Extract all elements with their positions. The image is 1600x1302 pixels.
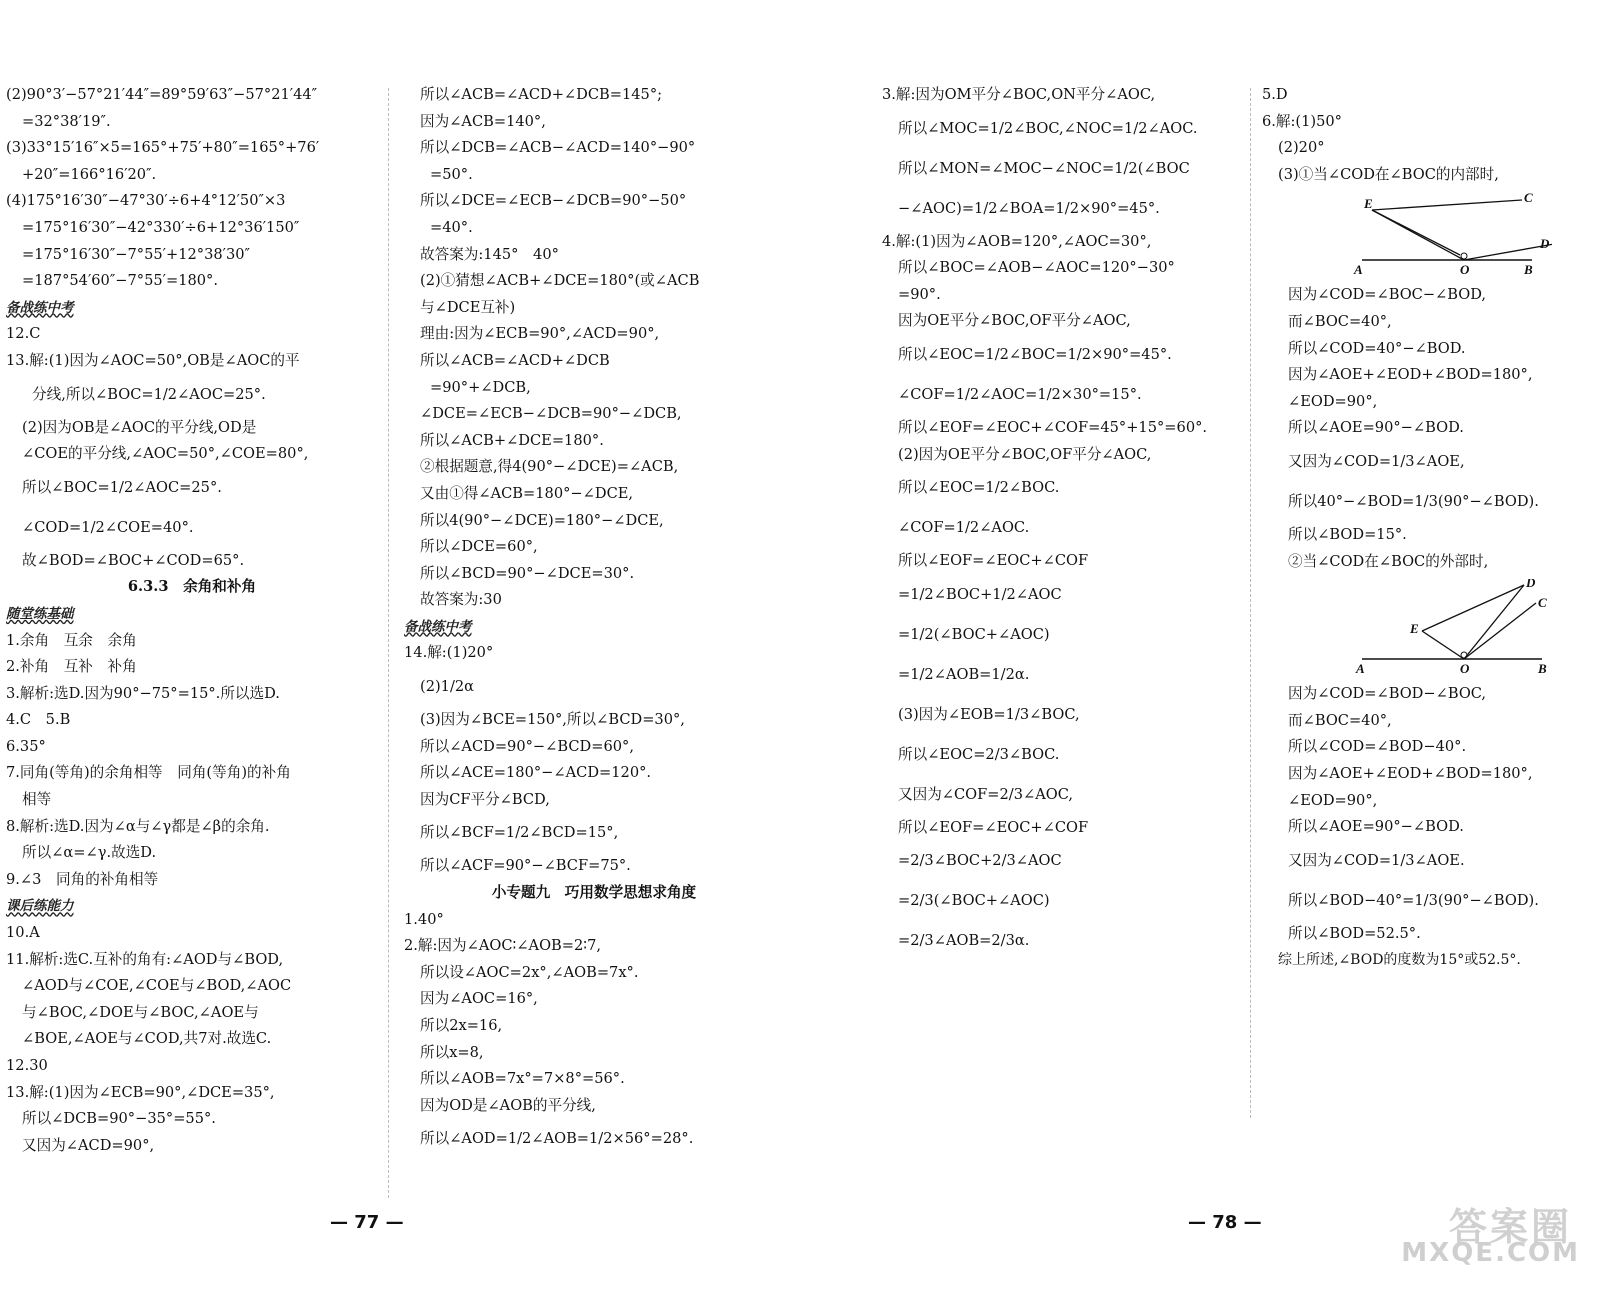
text-line: 4.解:(1)因为∠AOB=120°,∠AOC=30°,	[882, 232, 1152, 250]
text-line: ∠COF=1/2∠AOC=1/2×30°=15°.	[898, 385, 1142, 403]
angle-figure-inner	[1292, 192, 1552, 276]
text-line: (3)33°15′16″×5=165°+75′+80″=165°+76′	[6, 139, 320, 157]
text-line: (4)175°16′30″−47°30′÷6+4°12′50″×3	[6, 192, 286, 210]
text-line: 所以∠ACE=180°−∠ACD=120°.	[420, 764, 652, 782]
text-line: 所以2x=16,	[420, 1017, 503, 1034]
section-title: 小专题九 巧用数学思想求角度	[491, 884, 697, 902]
text-line: 5.D	[1262, 86, 1288, 103]
text-line: 1.余角 互余 余角	[6, 631, 137, 649]
text-line: 8.解析:选D.因为∠α与∠γ都是∠β的余角.	[6, 817, 270, 835]
text-line: 综上所述,∠BOD的度数为15°或52.5°.	[1278, 952, 1521, 969]
text-line: 故答案为:30	[420, 591, 502, 609]
right-angle-mark	[1461, 253, 1467, 259]
text-line: −∠AOC)=1/2∠BOA=1/2×90°=45°.	[898, 199, 1160, 217]
text-line: 所以∠DCB=∠ACB−∠ACD=140°−90°	[420, 139, 696, 157]
text-line: 所以∠AOB=7x°=7×8°=56°.	[420, 1070, 625, 1088]
text-line: (2)20°	[1278, 139, 1325, 157]
text-line: 所以40°−∠BOD=1/3(90°−∠BOD).	[1288, 492, 1539, 510]
text-line: 所以∠EOC=2/3∠BOC.	[898, 745, 1060, 763]
text-line: 2.补角 互补 补角	[6, 658, 137, 676]
text-line: ∠BOE,∠AOE与∠COD,共7对.故选C.	[22, 1030, 272, 1048]
answer-column-3	[882, 82, 1242, 961]
watermark-logo: 答案圈	[1448, 1205, 1572, 1249]
text-line: =50°.	[430, 165, 473, 183]
text-line: 所以∠BOD=15°.	[1288, 525, 1407, 543]
text-line: 所以∠DCB=90°−35°=55°.	[22, 1110, 216, 1128]
text-line: 所以∠α=∠γ.故选D.	[22, 844, 157, 862]
text-line: =175°16′30″−7°55′+12°38′30″	[22, 245, 250, 263]
text-line: =40°.	[430, 218, 473, 236]
text-line: ②根据题意,得4(90°−∠DCE)=∠ACB,	[420, 458, 679, 476]
text-line: 因为OE平分∠BOC,OF平分∠AOC,	[898, 312, 1131, 330]
text-line: =175°16′30″−42°330′÷6+12°36′150″	[22, 218, 300, 236]
label-o: O	[1460, 262, 1470, 277]
column-divider	[388, 88, 389, 1198]
text-line: =187°54′60″−7°55′=180°.	[22, 272, 218, 290]
text-line: 所以∠MON=∠MOC−∠NOC=1/2(∠BOC	[898, 159, 1190, 177]
text-line: 与∠BOC,∠DOE与∠BOC,∠AOE与	[22, 1003, 259, 1021]
section-heading: 课后练能力	[6, 898, 74, 915]
text-line: 因为∠AOE+∠EOD+∠BOD=180°,	[1288, 366, 1533, 384]
text-line: 所以∠COD=∠BOD−40°.	[1288, 738, 1467, 756]
text-line: 6.解:(1)50°	[1262, 112, 1342, 130]
text-line: =2/3∠BOC+2/3∠AOC	[898, 852, 1062, 870]
label-e: E	[1410, 621, 1419, 637]
text-line: ∠EOD=90°,	[1288, 791, 1378, 809]
answer-column-2	[404, 82, 784, 1159]
label-e: E	[1364, 196, 1373, 212]
text-line: 故答案为:145° 40°	[420, 245, 559, 263]
section-heading: 备战练中考	[6, 299, 74, 316]
text-line: 9.∠3 同角的补角相等	[6, 870, 159, 888]
text-line: 所以∠AOD=1/2∠AOB=1/2×56°=28°.	[420, 1130, 694, 1148]
angle-figure-outer	[1292, 579, 1552, 675]
text-line: 4.C 5.B	[6, 711, 71, 729]
ray-oc	[1464, 603, 1536, 659]
text-line: 所以∠EOC=1/2∠BOC.	[898, 479, 1060, 497]
text-line: 所以∠MOC=1/2∠BOC,∠NOC=1/2∠AOC.	[898, 119, 1198, 137]
text-line: 所以∠EOF=∠EOC+∠COF	[898, 818, 1089, 836]
text-line: ②当∠COD在∠BOC的外部时,	[1288, 552, 1489, 570]
text-line: =32°38′19″.	[22, 112, 111, 130]
text-line: 所以∠COD=40°−∠BOD.	[1288, 339, 1466, 357]
text-line: 因为∠AOC=16°,	[420, 990, 538, 1008]
text-line: 所以∠EOF=∠EOC+∠COF=45°+15°=60°.	[898, 418, 1208, 436]
text-line: 7.同角(等角)的余角相等 同角(等角)的补角	[6, 764, 291, 782]
text-line: 与∠DCE互补)	[420, 298, 516, 316]
text-line: =90°.	[898, 285, 941, 303]
section-title: 6.3.3 余角和补角	[127, 578, 257, 596]
text-line: 3.解:因为OM平分∠BOC,ON平分∠AOC,	[882, 86, 1156, 103]
text-line: (3)因为∠BCE=150°,所以∠BCD=30°,	[420, 711, 685, 729]
text-line: =1/2∠BOC+1/2∠AOC	[898, 585, 1062, 603]
text-line: (2)因为OE平分∠BOC,OF平分∠AOC,	[898, 445, 1152, 463]
text-line: 所以x=8,	[420, 1043, 484, 1061]
label-d: D	[1526, 579, 1536, 591]
answer-column-4	[1262, 82, 1562, 974]
text-line: 3.解析:选D.因为90°−75°=15°.所以选D.	[6, 684, 280, 702]
label-b: B	[1538, 661, 1547, 676]
text-line: 所以∠BOD−40°=1/3(90°−∠BOD).	[1288, 891, 1539, 909]
text-line: 所以∠DCE=60°,	[420, 538, 538, 556]
text-line: 所以∠ACB=∠ACD+∠DCB=145°;	[420, 86, 663, 103]
text-line: 所以∠ACB+∠DCE=180°.	[420, 431, 604, 449]
text-line: 所以∠AOE=90°−∠BOD.	[1288, 419, 1464, 437]
text-line: 因为OD是∠AOB的平分线,	[420, 1096, 596, 1114]
ray-od	[1464, 244, 1552, 260]
section-heading: 随堂练基础	[6, 605, 74, 622]
text-line: 因为∠AOE+∠EOD+∠BOD=180°,	[1288, 764, 1533, 782]
text-line: 11.解析:选C.互补的角有:∠AOD与∠BOD,	[6, 950, 284, 968]
text-line: =90°+∠DCB,	[430, 378, 531, 396]
text-line: 所以∠BOC=∠AOB−∠AOC=120°−30°	[898, 259, 1175, 277]
text-line: 6.35°	[6, 737, 46, 755]
text-line: 因为CF平分∠BCD,	[420, 790, 550, 808]
text-line: 所以∠AOE=90°−∠BOD.	[1288, 818, 1464, 836]
text-line: 又因为∠COD=1/3∠AOE,	[1288, 452, 1465, 470]
text-line: (2)90°3′−57°21′44″=89°59′63″−57°21′44″	[6, 86, 318, 103]
watermark-url: MXQE.COM	[1401, 1238, 1580, 1268]
text-line: 所以∠BCF=1/2∠BCD=15°,	[420, 824, 619, 842]
ray-od	[1464, 585, 1524, 659]
label-c: C	[1524, 192, 1533, 206]
text-line: ∠DCE=∠ECB−∠DCB=90°−∠DCB,	[420, 405, 682, 423]
text-line: =1/2(∠BOC+∠AOC)	[898, 625, 1050, 643]
text-line: 12.C	[6, 325, 41, 343]
text-line: 所以∠BOD=52.5°.	[1288, 924, 1421, 942]
section-heading: 备战练中考	[404, 618, 472, 635]
text-line: 所以∠EOF=∠EOC+∠COF	[898, 552, 1089, 570]
text-line: 2.解:因为∠AOC∶∠AOB=2∶7,	[404, 937, 602, 955]
ray-oe	[1422, 631, 1464, 659]
text-line: (3)①当∠COD在∠BOC的内部时,	[1278, 165, 1499, 183]
text-line: =1/2∠AOB=1/2α.	[898, 665, 1030, 683]
text-line: 所以∠ACF=90°−∠BCF=75°.	[420, 857, 631, 875]
label-c: C	[1538, 595, 1547, 611]
text-line: 所以设∠AOC=2x°,∠AOB=7x°.	[420, 963, 639, 981]
text-line: (2)1/2α	[420, 678, 475, 696]
label-a: A	[1354, 262, 1363, 277]
text-line: 所以∠BOC=1/2∠AOC=25°.	[22, 478, 222, 496]
text-line: 所以∠BCD=90°−∠DCE=30°.	[420, 564, 635, 582]
text-line: 又因为∠COD=1/3∠AOE.	[1288, 851, 1465, 869]
text-line: (3)因为∠EOB=1/3∠BOC,	[898, 705, 1080, 723]
text-line: =2/3∠AOB=2/3α.	[898, 932, 1030, 950]
page-number-right: — 78 —	[1188, 1212, 1262, 1233]
text-line: =2/3(∠BOC+∠AOC)	[898, 892, 1050, 910]
text-line: 因为∠ACB=140°,	[420, 112, 546, 130]
text-line: +20″=166°16′20″.	[22, 165, 157, 183]
text-line: 又由①得∠ACB=180°−∠DCE,	[420, 484, 634, 502]
text-line: 而∠BOC=40°,	[1288, 711, 1392, 729]
text-line: ∠COD=1/2∠COE=40°.	[22, 518, 194, 536]
text-line: 10.A	[6, 924, 40, 942]
text-line: 因为∠COD=∠BOC−∠BOD,	[1288, 286, 1487, 304]
text-line: 13.解:(1)因为∠ECB=90°,∠DCE=35°,	[6, 1083, 275, 1101]
text-line: ∠AOD与∠COE,∠COE与∠BOD,∠AOC	[22, 977, 292, 995]
text-line: 理由:因为∠ECB=90°,∠ACD=90°,	[420, 325, 660, 343]
text-line: 所以∠DCE=∠ECB−∠DCB=90°−50°	[420, 192, 687, 210]
column-divider	[1250, 88, 1251, 1118]
page-number-left: — 77 —	[330, 1212, 404, 1233]
text-line: 14.解:(1)20°	[404, 644, 494, 662]
text-line: 又因为∠ACD=90°,	[22, 1136, 155, 1154]
text-line: 所以∠ACD=90°−∠BCD=60°,	[420, 737, 634, 755]
label-a: A	[1356, 661, 1365, 676]
text-line: 因为∠COD=∠BOD−∠BOC,	[1288, 685, 1487, 703]
text-line: 所以4(90°−∠DCE)=180°−∠DCE,	[420, 511, 664, 529]
answer-column-1	[6, 82, 378, 1159]
ray-oc	[1372, 200, 1522, 210]
text-line: (2)因为OB是∠AOC的平分线,OD是	[22, 418, 257, 436]
text-line: 而∠BOC=40°,	[1288, 312, 1392, 330]
text-line: 故∠BOD=∠BOC+∠COD=65°.	[22, 551, 245, 569]
text-line: 分线,所以∠BOC=1/2∠AOC=25°.	[32, 385, 266, 403]
text-line: 13.解:(1)因为∠AOC=50°,OB是∠AOC的平	[6, 351, 300, 369]
text-line: 相等	[22, 791, 52, 809]
text-line: 12.30	[6, 1057, 48, 1074]
text-line: ∠EOD=90°,	[1288, 392, 1378, 410]
label-d: D	[1540, 236, 1550, 252]
segment-ed	[1372, 210, 1460, 255]
text-line: ∠COE的平分线,∠AOC=50°,∠COE=80°,	[22, 445, 309, 463]
right-angle-mark	[1461, 652, 1467, 658]
text-line: 又因为∠COF=2/3∠AOC,	[898, 785, 1073, 803]
text-line: 所以∠EOC=1/2∠BOC=1/2×90°=45°.	[898, 345, 1172, 363]
label-o: O	[1460, 661, 1470, 676]
text-line: (2)①猜想∠ACB+∠DCE=180°(或∠ACB	[420, 272, 700, 290]
text-line: 1.40°	[404, 910, 444, 928]
label-b: B	[1524, 262, 1533, 277]
text-line: 所以∠ACB=∠ACD+∠DCB	[420, 351, 610, 369]
text-line: ∠COF=1/2∠AOC.	[898, 519, 1030, 537]
